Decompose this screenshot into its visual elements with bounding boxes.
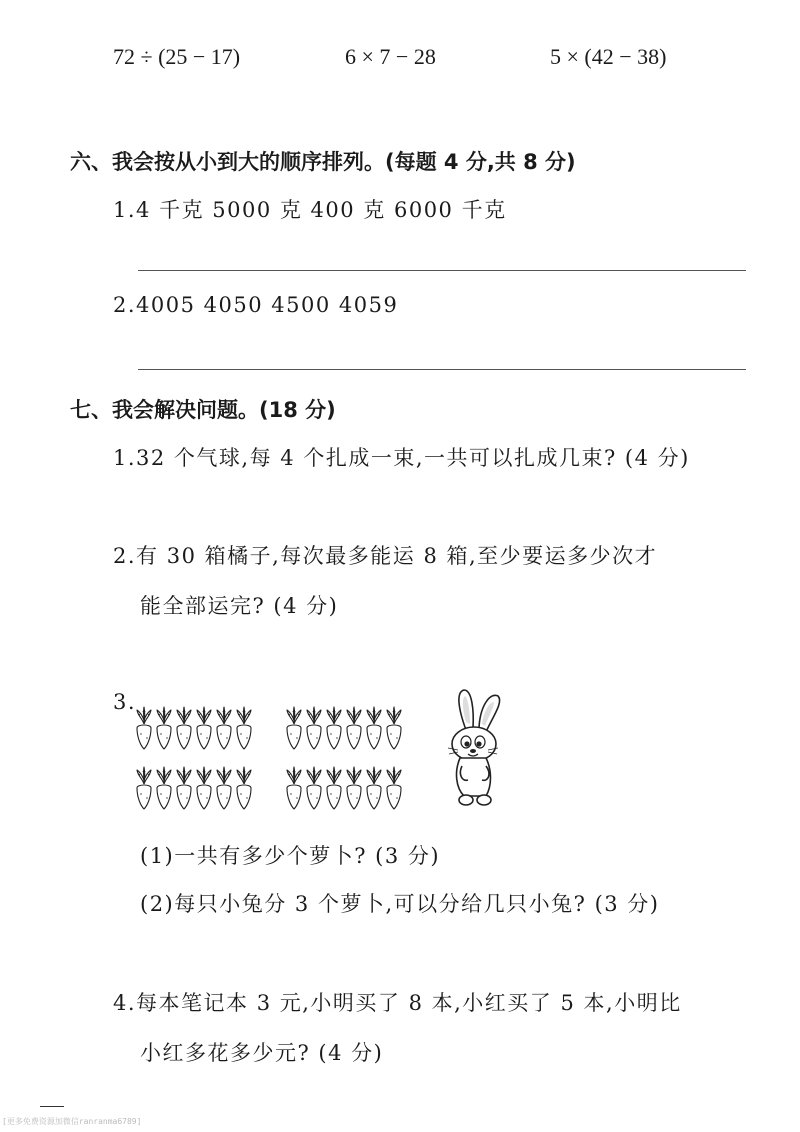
carrot-icon <box>345 766 363 810</box>
section-7-question-1: 1.32 个气球,每 4 个扎成一束,一共可以扎成几束? (4 分) <box>113 446 690 470</box>
section-7-question-4-line-2: 小红多花多少元? (4 分) <box>140 1041 384 1065</box>
carrot-icon <box>215 706 233 750</box>
carrot-icon <box>305 766 323 810</box>
rabbit-icon <box>440 688 510 810</box>
section-7-question-4-line-1: 4.每本笔记本 3 元,小明买了 8 本,小红买了 5 本,小明比 <box>113 991 682 1015</box>
carrot-icon <box>175 766 193 810</box>
section-7-question-3-label: 3. <box>113 690 137 714</box>
answer-line-2 <box>138 369 746 370</box>
section-6-title: 六、我会按从小到大的顺序排列。(每题 4 分,共 8 分) <box>70 150 576 174</box>
section-7-title: 七、我会解决问题。(18 分) <box>70 398 336 422</box>
carrot-icon <box>325 706 343 750</box>
section-7-question-3-sub-1: (1)一共有多少个萝卜? (3 分) <box>140 844 441 868</box>
carrot-group-4 <box>285 766 403 810</box>
footer-watermark: [更多免费资源加微信ranranma6789] <box>2 1117 142 1126</box>
carrot-icon <box>135 706 153 750</box>
carrot-icon <box>345 706 363 750</box>
carrot-group-3 <box>135 766 253 810</box>
carrot-icon <box>175 706 193 750</box>
carrot-icon <box>235 766 253 810</box>
carrot-icon <box>235 706 253 750</box>
carrot-icon <box>325 766 343 810</box>
section-7-question-2-line-2: 能全部运完? (4 分) <box>140 594 339 618</box>
carrot-icon <box>195 706 213 750</box>
section-7-question-2-line-1: 2.有 30 箱橘子,每次最多能运 8 箱,至少要运多少次才 <box>113 544 658 568</box>
section-7-question-3-sub-2: (2)每只小兔分 3 个萝卜,可以分给几只小兔? (3 分) <box>140 892 660 916</box>
carrot-icon <box>365 766 383 810</box>
carrot-icon <box>305 706 323 750</box>
carrot-icon <box>385 706 403 750</box>
carrot-icon <box>365 706 383 750</box>
expression-1: 72 ÷ (25 − 17) <box>113 44 241 69</box>
carrot-group-1 <box>135 706 253 750</box>
section-6-question-2: 2.4005 4050 4500 4059 <box>113 293 399 317</box>
answer-line-1 <box>138 270 746 271</box>
carrot-icon <box>215 766 233 810</box>
section-6-question-1: 1.4 千克 5000 克 400 克 6000 千克 <box>113 198 507 222</box>
carrot-icon <box>155 766 173 810</box>
carrot-icon <box>135 766 153 810</box>
carrot-icon <box>195 766 213 810</box>
expression-2: 6 × 7 − 28 <box>345 44 436 69</box>
carrot-group-2 <box>285 706 403 750</box>
carrot-icon <box>285 766 303 810</box>
footer-rule <box>40 1106 64 1107</box>
carrot-icon <box>385 766 403 810</box>
carrot-icon <box>155 706 173 750</box>
expression-3: 5 × (42 − 38) <box>550 44 667 69</box>
carrot-icon <box>285 706 303 750</box>
